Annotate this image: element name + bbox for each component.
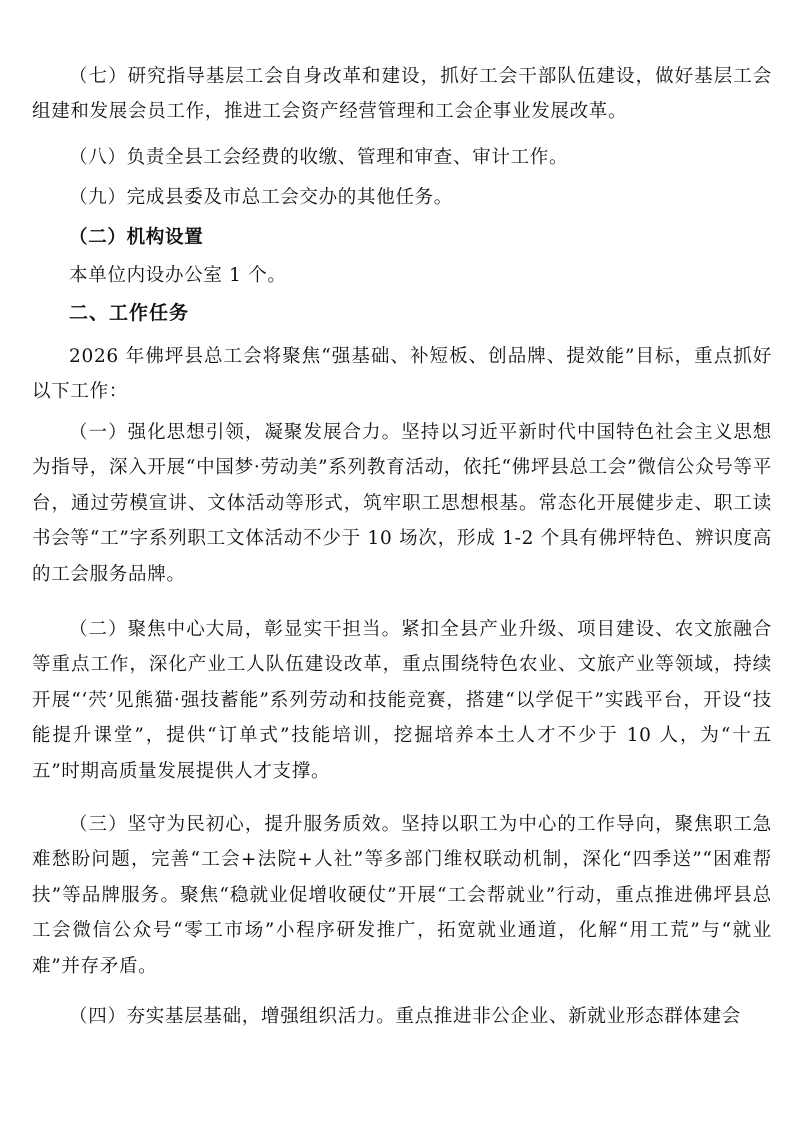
task-item-4: （四）夯实基层基础，增强组织活力。重点推进非公企业、新就业形态群体建会 bbox=[69, 1006, 742, 1027]
section-org-body: 本单位内设办公室 1 个。 bbox=[69, 265, 287, 286]
section-tasks-title: 二、工作任务 bbox=[69, 302, 190, 324]
section-org-title: （二）机构设置 bbox=[69, 227, 204, 248]
duty-item-9: （九）完成县委及市总工会交办的其他任务。 bbox=[69, 187, 454, 208]
duty-item-7: （七）研究指导基层工会自身改革和建设，抓好工会干部队伍建设，做好基层工会组建和发展会员工作，推进工会资产经营管理和工会企事业发展改革。 bbox=[32, 66, 772, 123]
duty-item-8: （八）负责全县工会经费的收缴、管理和审查、审计工作。 bbox=[69, 147, 569, 168]
task-item-3: （三）坚守为民初心，提升服务质效。坚持以职工为中心的工作导向，聚焦职工急难愁盼问题，完善“工会+法院+人社”等多部门维权联动机制，深化“四季送”“困难帮扶”等品牌服务。聚焦“稳就业促增收硬仗”开展“工会帮就业”行动，重点推进佛坪县总工会微信公众号“零工市场”小程序研发推广，拓宽就业通道，化解“用工荒”与“就业难”并存矛盾。 bbox=[32, 814, 772, 977]
task-item-2: （二）聚焦中心大局，彰显实干担当。紧扣全县产业升级、项目建设、农文旅融合等重点工作，深化产业工人队伍建设改革，重点围绕特色农业、文旅产业等领域，持续开展“‘茓’见熊猫·强技蓄能”系列劳动和技能竞赛，搭建“以学促干”实践平台，开设“技能提升课堂”，提供“订单式”技能培训，挖掘培养本土人才不少于 10 人，为“十五五”时期高质量发展提供人才支撑。 bbox=[32, 619, 772, 782]
task-item-1: （一）强化思想引领，凝聚发展合力。坚持以习近平新时代中国特色社会主义思想为指导，深入开展“中国梦·劳动美”系列教育活动，依托“佛坪县总工会”微信公众号等平台，通过劳模宣讲、文体活动等形式，筑牢职工思想根基。常态化开展健步走、职工读书会等“工”字系列职工文体活动不少于 10 场次，形成 1-2 个具有佛坪特色、辨识度高的工会服务品牌。 bbox=[32, 422, 772, 585]
section-tasks-intro: 2026 年佛坪县总工会将聚焦“强基础、补短板、创品牌、提效能”目标，重点抓好以下工作： bbox=[32, 346, 772, 403]
